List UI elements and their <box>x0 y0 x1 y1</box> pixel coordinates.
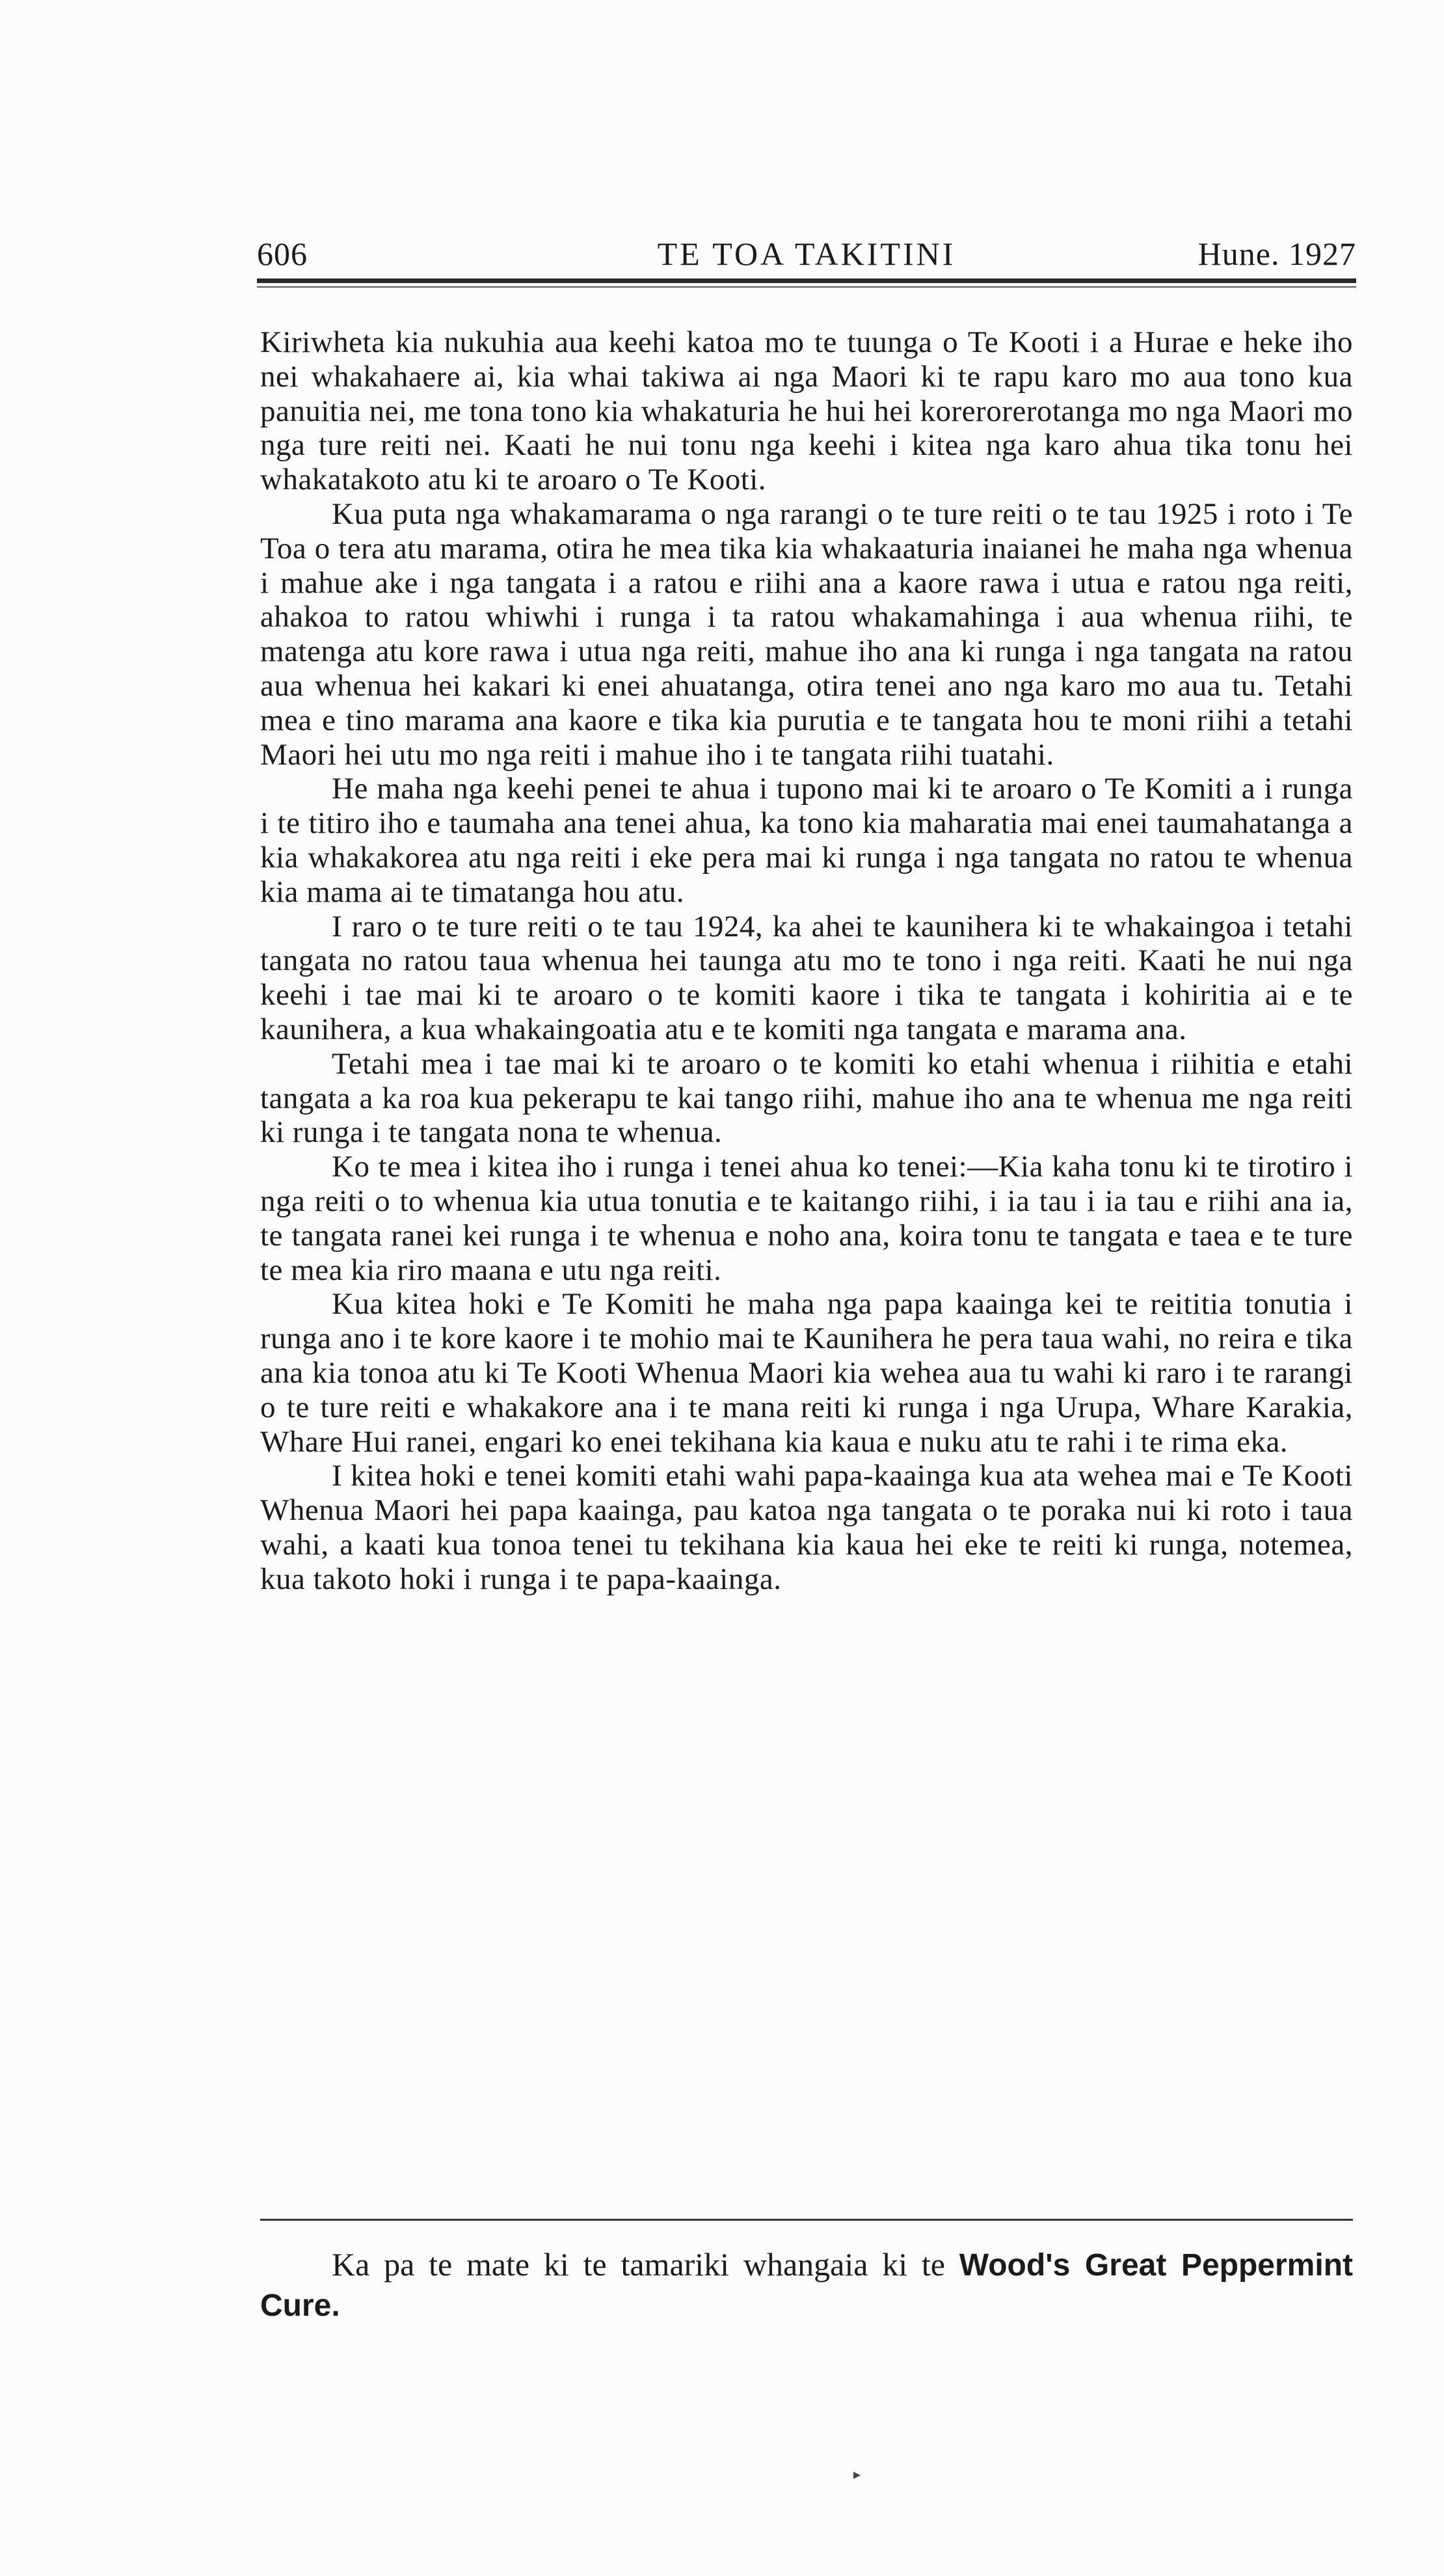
paragraph: I raro o te ture reiti o te tau 1924, ka ahei te kaunihera ki te whakaingoa i tetahi tangata no ratou taua whenua hei taunga atu mo te tono i nga reiti. Kaati he nui nga keehi i tae mai ki te aroaro o te komiti kaore i tika te tangata i kohiritia ai e te kaunihera, a kua whakaingoatia atu e te komiti nga tangata e marama ana. <box>260 909 1353 1046</box>
paragraph: I kitea hoki e tenei komiti etahi wahi papa-kaainga kua ata wehea mai e Te Kooti Whenua Maori hei papa kaainga, pau katoa nga tangata o te poraka nui ki roto i taua wahi, a kaati kua tonoa tenei tu tekihana kia kaua hei eke te reiti ki runga, notemea, kua takoto hoki i runga i te papa-kaainga. <box>260 1459 1353 1596</box>
header-rule <box>257 278 1356 283</box>
printer-mark-icon: ▸ <box>853 2466 861 2482</box>
advert-brand: Wood's Great Peppermint Cure. <box>260 2248 1353 2323</box>
running-title: TE TOA TAKITINI <box>657 236 956 272</box>
paragraph: He maha nga keehi penei te ahua i tupono mai ki te aroaro o Te Komiti a i runga i te titiro iho e taumaha ana tenei ahua, ka tono kia maharatia mai enei taumahatanga a kia whakakorea atu nga reiti i eke pera mai ki runga i nga tangata no ratou te whenua kia mama ai te timatanga hou atu. <box>260 772 1353 909</box>
issue-date: Hune. 1927 <box>1197 236 1356 272</box>
advertisement <box>260 2245 1353 2325</box>
paragraph: Tetahi mea i tae mai ki te aroaro o te komiti ko etahi whenua i riihitia e etahi tangata a ka roa kua pekerapu te kai tango riihi, mahue iho ana te whenua me nga reiti ki runga i te tangata nona te whenua. <box>260 1046 1353 1150</box>
paragraph: Kua puta nga whakamarama o nga rarangi o te ture reiti o te tau 1925 i roto i Te Toa o tera atu marama, otira he mea tika kia whakaaturia inaianei he maha nga whenua i mahue ake i nga tangata i a ratou e riihi ana a kaore rawa i utua e ratou nga reiti, ahakoa to ratou whiwhi i runga i ta ratou whakamahinga i aua whenua riihi, te matenga atu kore rawa i utua nga reiti, mahue iho ana ki runga i nga tangata na ratou aua whenua hei kakari ki enei ahuatanga, otira tenei ano nga karo mo aua tu. Tetahi mea e tino marama ana kaore e tika kia purutia e te tangata hou te moni riihi a tetahi Maori hei utu mo nga reiti i mahue iho i te tangata riihi tuatahi. <box>260 496 1353 772</box>
footer-rule <box>260 2219 1353 2221</box>
paragraph: Kua kitea hoki e Te Komiti he maha nga papa kaainga kei te reititia tonutia i runga ano i te kore kaore i te mohio mai te Kaunihera he pera taua wahi, no reira e tika ana kia tonoa atu ki Te Kooti Whenua Maori kia wehea aua tu wahi ki raro i te rarangi o te ture reiti e whakakore ana i te mana reiti ki runga i nga Urupa, Whare Karakia, Whare Hui ranei, engari ko enei tekihana kia kaua e nuku atu te rahi i te rima eka. <box>260 1287 1353 1459</box>
paragraph: Kiriwheta kia nukuhia aua keehi katoa mo te tuunga o Te Kooti i a Hurae e heke iho nei whakahaere ai, kia whai takiwa ai nga Maori ki te rapu karo mo aua tono kua panuitia nei, me tona tono kia whakaturia he hui hei korerorerotanga mo nga Maori mo nga ture reiti nei. Kaati he nui tonu nga keehi i kitea nga karo ahua tika tonu hei whakatakoto atu ki te aroaro o Te Kooti. <box>260 325 1353 497</box>
page-header <box>257 234 1356 273</box>
advert-text: Ka pa te mate ki te tamariki whangaia ki te <box>332 2246 959 2283</box>
header-rule-thin <box>257 286 1356 288</box>
paragraph: Ko te mea i kitea iho i runga i tenei ahua ko tenei:—Kia kaha tonu ki te tirotiro i nga reiti o to whenua kia utua tonutia e te kaitango riihi, i ia tau i ia tau e riihi ana ia, te tangata ranei kei runga i te whenua e noho ana, koira tonu te tangata e taea e te ture te mea kia riro maana e utu nga reiti. <box>260 1150 1353 1287</box>
article-body <box>260 325 1353 1596</box>
page-number: 606 <box>257 236 308 272</box>
